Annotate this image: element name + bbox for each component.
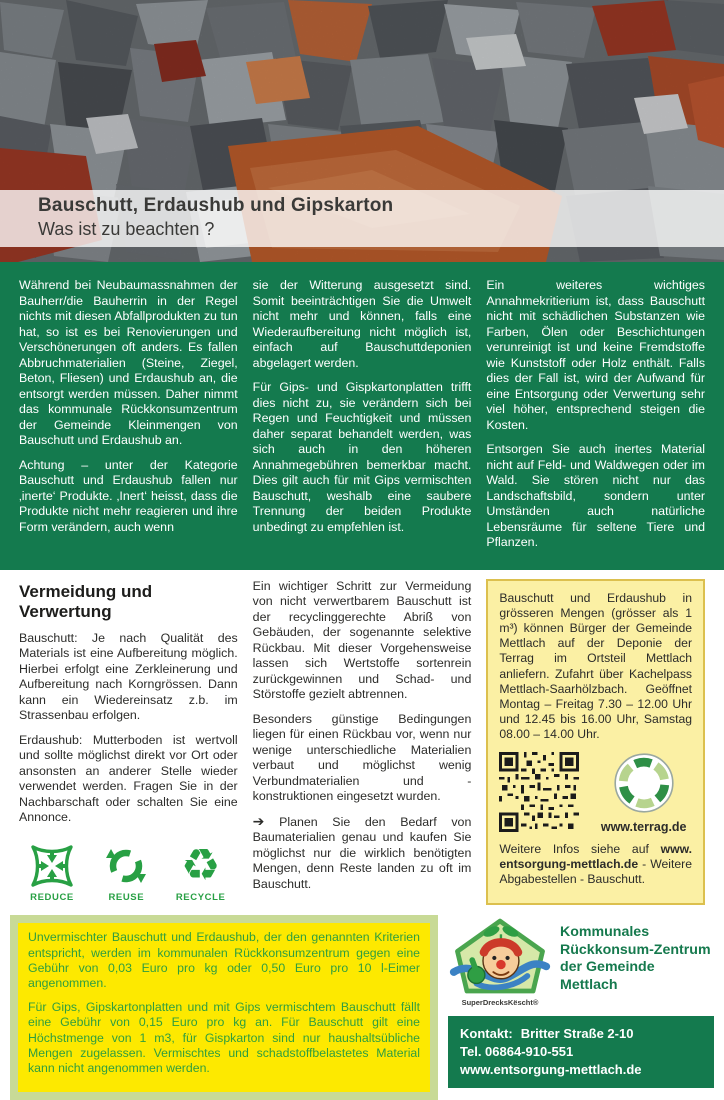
- weitere-infos: [499, 842, 692, 888]
- vermeidung-column-3: [486, 579, 705, 906]
- intro-section: [0, 262, 724, 570]
- weitere-infos-prefix: Weitere Infos siehe auf: [499, 841, 661, 856]
- reduce-label: REDUCE: [30, 891, 74, 903]
- reuse-label: REUSE: [108, 891, 145, 903]
- body-paragraph: Besonders günstige Bedingungen liegen für einen Rückbau vor, wenn nur wenige unterschiedliche Materialien verbaut und möglichst wenig Verbundmaterialien und -konstruktionen eingesetzt wurden.: [252, 711, 472, 803]
- fee-box: [18, 923, 430, 1092]
- contact-address: Britter Straße 2-10: [520, 1026, 634, 1042]
- org-name: Kommunales Rückkonsum-Zentrum der Gemeinde Mettlach: [560, 924, 711, 993]
- section-heading: Vermeidung und Verwertung: [19, 581, 153, 621]
- contact-website[interactable]: www.entsorgung-mettlach.de: [460, 1062, 642, 1078]
- body-paragraph: Erdaushub: Mutterboden ist wertvoll und sollte möglichst direkt vor Ort oder ansonsten an anderer Stelle wieder verwendet werden. Fragen Sie in der Nachbarschaft oder schalten Sie eine Annonce.: [19, 732, 238, 824]
- vermeidung-section: [0, 570, 724, 906]
- recycle-label: RECYCLE: [175, 891, 226, 903]
- contact-box: [448, 1016, 714, 1088]
- terrag-logo: [612, 751, 676, 815]
- hero-photo-section: [0, 0, 724, 262]
- contact-label: Kontakt:: [460, 1026, 513, 1042]
- body-paragraph: Ein wichtiger Schritt zur Vermeidung von nicht verwertbarem Bauschutt ist der recyclinggerechte Abriß von Gebäuden, der sogenannte selektive Rückbau. Mit dieser Vorgehensweise lassen sich Wertstoffe sortenrein zurückgewinnen und Schad- und Störstoffe gezielt abtrennen.: [252, 578, 472, 701]
- intro-paragraph: Ein weiteres wichtiges Annahmekritierium ist, dass Bauschutt nicht mit schädlichen Substanzen wie Farben, Ölen oder Beschichtungen verunreinigt ist und keine Fremdstoffe wie Kunststoff oder Holz enthält. Falls dies der Fall ist, wird der Aufwand für eine Entsorgung oder Verwertung sehr viel höher, entsprechend steigen die Kosten.: [486, 278, 706, 432]
- recycle-item: [170, 839, 232, 903]
- intro-paragraph: Für Gips- und Gispkartonplatten trifft dies nicht zu, sie verändern sich bei Regen und Feuchtigkeit und müssen daher separat behandelt werden, was sich auch in den höheren Annahmegebühren bemerkbar macht. Dies gilt auch für mit Gips vermischten Bauschutt, weshalb eine saubere Trennung der beiden Produkte unbedingt zu empfehlen ist.: [252, 380, 472, 534]
- terrag-url[interactable]: www.terrag.de: [600, 819, 687, 834]
- reduce-reuse-recycle-row: [19, 835, 238, 903]
- bottom-section: [0, 905, 724, 1100]
- org-logo-row: [448, 917, 714, 1007]
- reuse-icon: [104, 843, 148, 889]
- intro-paragraph: Während bei Neubaumassnahmen der Bauherr/die Bauherrin in der Regel nichts mit diesen Abfallprodukten zu tun hat, so ist es bei Renovierungen und Verschönerungen oft anders. Es fallen Abbruchmaterialien (Steine, Ziegel, Beton, Fliesen) und Erdaushub an, die entsorgt werden müssen. Daher nimmt das kommunale Rückkonsumzentrum der Gemeinde Kleinmengen von Bauschutt und Erdaushub an.: [19, 278, 238, 447]
- reduce-item: [21, 843, 83, 903]
- arrow-icon: ➔: [252, 812, 265, 829]
- qr-terrag-row: [499, 751, 692, 834]
- vermeidung-column-1: [19, 579, 238, 906]
- fee-paragraph: Für Gips, Gipskartonplatten und mit Gips vermischtem Bauschutt fällt eine Gebühr von 0,15 Euro pro kg an. Für Bauschutt gilt eine Höchstmenge von 1 m3, für Gispkarton sind nur haushaltsübliche Mengen zugelassen. Vermischtes und schadstoffbelastetes Material kann nicht angenommen werden.: [28, 999, 420, 1076]
- contact-phone: Tel. 06864-910-551: [460, 1044, 574, 1060]
- intro-column-3: [486, 278, 705, 560]
- body-paragraph: Bauschutt: Je nach Qualität des Materials ist eine Aufbereitung möglich. Hierbei erfolgt eine Zerkleinerung und Aufbereitung nach Korngrössen. Dann kann ein Wiedereinsatz z.b. im Strassenbau erfolgen.: [19, 630, 238, 722]
- recycle-icon: ♻: [180, 839, 221, 891]
- fee-panel: [10, 915, 438, 1100]
- superdreckskescht-logo: [448, 917, 552, 997]
- deponie-info-box: [486, 579, 705, 906]
- reduce-icon: [30, 843, 74, 889]
- page-subtitle: Was ist zu beachten ?: [38, 219, 215, 239]
- vermeidung-column-2: [253, 579, 472, 906]
- weitere-infos-url[interactable]: www. entsorgung-mettlach.de: [499, 841, 693, 871]
- contact-address-line: [460, 1025, 702, 1043]
- weitere-infos-suffix: - Weitere Abgabestellen - Bauschutt.: [499, 856, 693, 886]
- intro-column-1: [19, 278, 238, 560]
- deponie-text: Bauschutt und Erdaushub in grösseren Mengen (grösser als 1 m³) können Bürger der Gemeinde Mettlach auf der Deponie der Terrag im Ortsteil Mettlach anliefern. Zufahrt über Kachelpass Mettlach-Saarhölzbach. Geöffnet Montag – Freitag 7.30 – 12.00 Uhr und 12.45 bis 16.00 Uhr, Samstag 08.00 – 14.00 Uhr.: [499, 590, 693, 742]
- fee-paragraph: Unvermischter Bauschutt und Erdaushub, der den genannten Kriterien entspricht, werden im kommunalen Rückkonsumzentrum gegen eine Gebühr von 0,03 Euro pro kg oder 0,50 Euro pro 10 l-Eimer angenommen.: [28, 930, 420, 991]
- tip-text: Planen Sie den Bedarf von Baumaterialien genau und kaufen Sie möglichst nur die wirklich benötigten Mengen, denn Reste landen zu oft im Bauschutt.: [252, 814, 472, 891]
- intro-paragraph: sie der Witterung ausgesetzt sind. Somit beeinträchtigen Sie die Umwelt nicht mehr und können, falls eine Wiederaufbereitung nicht möglich ist, einfach auf Bauschuttdeponien abgelagert werden.: [252, 278, 472, 370]
- sdk-logo-block: [448, 917, 552, 1007]
- sdk-logo-caption: SuperDrecksKëscht®: [461, 998, 539, 1008]
- tip-paragraph: [253, 814, 472, 893]
- footer-right: [448, 915, 714, 1100]
- intro-paragraph: Achtung – unter der Kategorie Bauschutt und Erdaushub fallen nur ‚inerte‘ Produkte. ‚Inert‘ heisst, dass die Produkte nicht mehr reagieren und ihre Form verändern, auch wenn: [19, 457, 238, 534]
- intro-paragraph: Entsorgen Sie auch inertes Material nicht auf Feld- und Waldwegen oder im Wald. Sie stören nicht nur das Landschaftsbild, sondern unter Umständen auch natürliche Lebensräume für seltene Tiere und Pflanzen.: [486, 442, 706, 549]
- page-title: Bauschutt, Erdaushub und Gipskarton: [38, 195, 394, 216]
- qr-code: [499, 752, 579, 832]
- terrag-logo-block: [595, 751, 692, 834]
- intro-column-2: [253, 278, 472, 560]
- reuse-item: [95, 843, 157, 903]
- title-bar: [0, 190, 724, 247]
